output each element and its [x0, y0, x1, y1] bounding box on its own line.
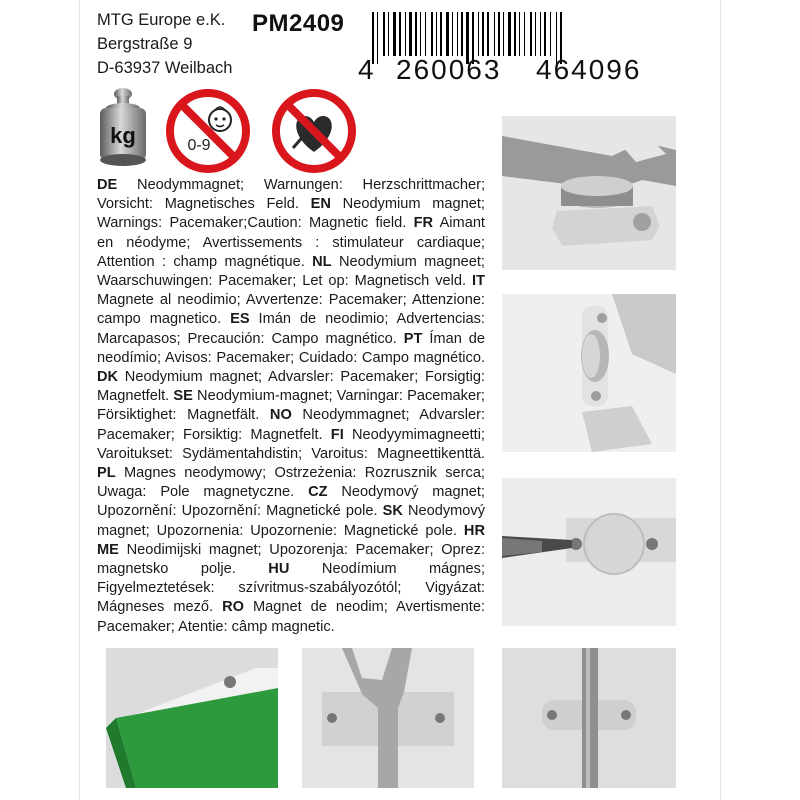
warning-text: Aimant en néodyme; Avertissements : stimulateur cardiaque; Attention : champ magnétique.	[97, 215, 485, 270]
lang-code: FR	[413, 215, 434, 232]
lang-code: PT	[403, 330, 423, 347]
company-street: Bergstraße 9	[97, 35, 193, 53]
photo-screwdriver-mounting	[502, 478, 676, 626]
warning-text: Imán de neodimio; Advertencias: Marcapasos; Precaución: Campo magnético.	[97, 311, 485, 347]
barcode-bar	[524, 12, 525, 56]
warning-text: Magnes neodymowy; Ostrzeżenia: Rozrusznik serca; Uwaga: Pole magnetyczne.	[97, 465, 485, 501]
warning-text: Neodymmagnet; Advarsler: Pacemaker; Forsiktig: Magnetfelt.	[97, 407, 485, 443]
barcode-bar	[393, 12, 396, 56]
barcode-bar	[452, 12, 453, 56]
barcode-bar	[535, 12, 536, 56]
barcode-bar	[457, 12, 458, 56]
barcode-bar	[498, 12, 500, 56]
no-pacemaker-icon	[271, 88, 357, 174]
lang-code: IT	[472, 273, 485, 290]
barcode-bar	[461, 12, 463, 56]
barcode-digits	[358, 54, 664, 84]
barcode-bar	[544, 12, 546, 56]
lang-code: ES	[230, 311, 250, 328]
barcode-bar	[409, 12, 412, 56]
product-code: PM2409	[252, 10, 345, 37]
barcode-bar	[494, 12, 495, 56]
company-city: D-63937 Weilbach	[97, 59, 233, 77]
lang-code: HR ME	[97, 522, 485, 558]
barcode-bar	[482, 12, 484, 56]
barcode-bar	[550, 12, 551, 56]
warning-text: Magnete al neodimio; Avvertenze: Pacemaker; Attenzione: campo magnetico.	[97, 292, 485, 328]
photo-holder-on-wall	[502, 294, 676, 452]
no-children-icon	[165, 88, 251, 174]
lang-code: FI	[330, 426, 344, 443]
warning-text: Magnet de neodim; Avertismente: Pacemaker; Atentie: câmp magnetic.	[97, 599, 485, 635]
barcode-bar	[399, 12, 401, 56]
company-address	[97, 8, 232, 80]
warning-text: Neodímium mágnes; Figyelmeztetések: szívritmus-szabályozótól; Vigyázat: Mágneses mező.	[97, 561, 485, 616]
photo-green-folder-on-magnet	[106, 648, 278, 788]
lang-code: DK	[97, 369, 119, 386]
barcode-bar	[431, 12, 433, 56]
barcode-bar	[519, 12, 520, 56]
barcode-bar	[478, 12, 479, 56]
warning-text: Neodymium magnet; Advarsler: Pacemaker; Forsigtig: Magnetfelt.	[97, 369, 485, 405]
warning-text: Neodymium magneet; Waarschuwingen: Pacemaker; Let op: Magnetisch veld.	[97, 253, 485, 290]
lang-code: PL	[97, 465, 116, 482]
warning-text: Neodyymimagneetti; Varoitukset: Sydämentahdistin; Varoitus: Magneettikenttä.	[97, 426, 485, 462]
lang-code: RO	[222, 599, 244, 616]
lang-code: SK	[382, 503, 403, 520]
age-label: 0-9	[187, 137, 211, 154]
lang-code: NL	[312, 253, 332, 270]
warning-text: Neodymový magnet; Upozornenia: Upozornenie: Magnetické pole.	[97, 503, 486, 539]
barcode-bar	[405, 12, 406, 56]
photo-rod-in-wall-holder	[502, 648, 676, 788]
warning-text: Íman de neodímio; Avisos: Pacemaker; Cuidado: Campo magnético.	[97, 330, 485, 366]
lang-code: DE	[97, 177, 118, 193]
photo-wrench-on-magnet-holder	[502, 116, 676, 270]
barcode-bar	[446, 12, 449, 56]
weight-icon	[95, 84, 151, 168]
ean-barcode	[358, 12, 664, 85]
barcode-bar	[540, 12, 541, 56]
warning-text: Neodymmagnet; Warnungen: Herzschrittmacher; Vorsicht: Magnetisches Feld.	[97, 177, 485, 213]
lang-code: NO	[269, 407, 292, 424]
warning-text: Neodymium-magnet; Varningar: Pacemaker; Försiktighet: Magnetfält.	[97, 388, 485, 424]
barcode-bars	[358, 12, 664, 56]
photo-wrench-on-wall-holder	[302, 648, 474, 788]
barcode-bar	[508, 12, 511, 56]
barcode-bar	[420, 12, 421, 56]
barcode-bar	[388, 12, 389, 56]
barcode-bar	[436, 12, 437, 56]
barcode-digit-first: 4	[358, 54, 376, 85]
barcode-group-left: 260063	[396, 54, 502, 85]
multilingual-warning-text	[97, 176, 485, 637]
barcode-group-right: 464096	[536, 54, 642, 85]
barcode-bar	[487, 12, 489, 56]
lang-code: SE	[173, 388, 193, 405]
barcode-bar	[383, 12, 385, 56]
lang-code: EN	[310, 196, 331, 213]
warning-text: Neodimijski magnet; Upozorenja: Pacemaker; Oprez: magnetsko polje.	[97, 541, 485, 578]
barcode-bar	[415, 12, 417, 56]
company-name: MTG Europe e.K.	[97, 11, 226, 29]
barcode-bar	[530, 12, 532, 56]
warning-text: Neodymový magnet; Upozornění: Upozornění: Magnetické pole.	[97, 484, 485, 520]
barcode-bar	[514, 12, 516, 56]
barcode-bar	[440, 12, 442, 56]
barcode-bar	[425, 12, 426, 56]
warning-text: Neodymium magnet; Warnings: Pacemaker;Caution: Magnetic field.	[97, 196, 485, 232]
barcode-bar	[503, 12, 504, 56]
lang-code: HU	[268, 561, 290, 578]
lang-code: CZ	[308, 484, 328, 501]
weight-label: kg	[110, 123, 136, 148]
